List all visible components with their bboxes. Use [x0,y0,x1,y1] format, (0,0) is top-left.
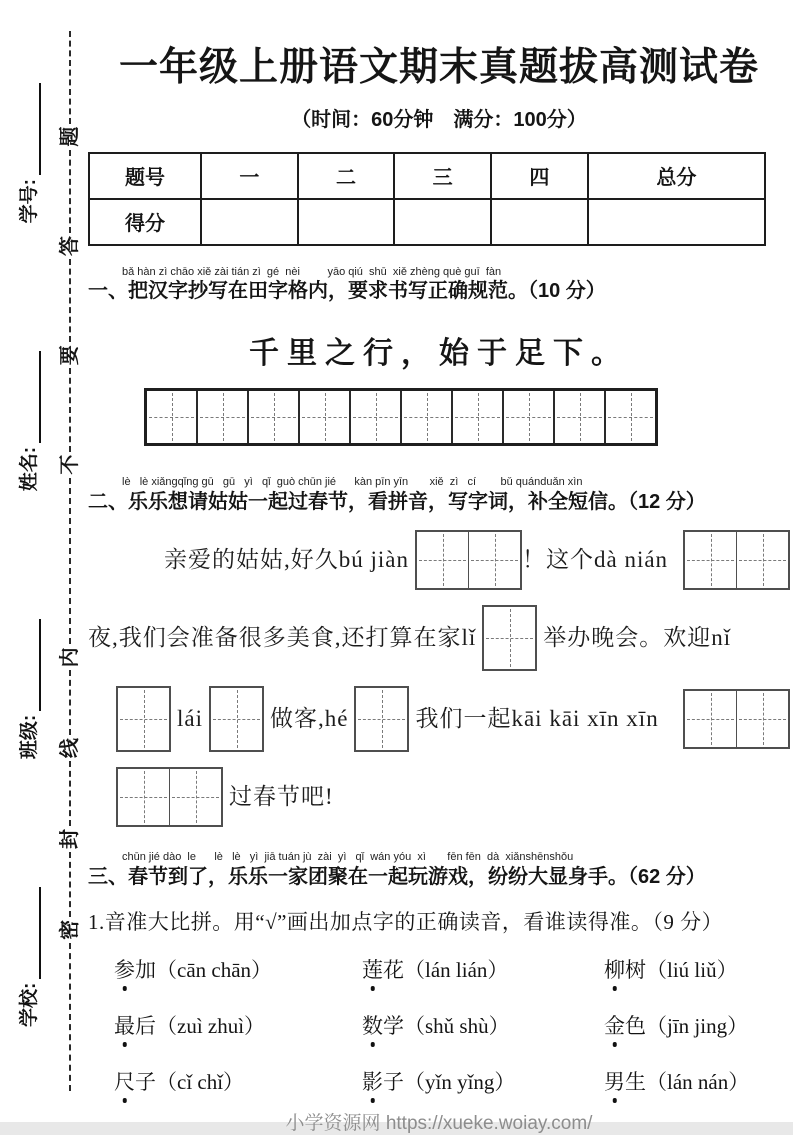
word-item-yingzi[interactable] [362,1066,604,1096]
letter-line-3-text-c: 我们一起kāi kāi xīn xīn [415,706,659,732]
pinyin-options: （liú liǔ） [646,957,738,982]
class-field [14,619,41,759]
section-1 [88,266,790,447]
tian-cell[interactable] [469,532,520,588]
writing-grid-cell[interactable] [555,391,606,443]
pinyin-options: （lán nán） [646,1069,750,1094]
score-header-one: 一 [201,153,298,199]
seal-char-nei: 内 [59,647,81,668]
answer-box-lai[interactable] [209,686,264,752]
tian-cell[interactable] [118,688,169,750]
student-id-label: 学号: [19,179,40,224]
tian-cell[interactable] [737,691,788,747]
score-header-total: 总分 [588,153,765,199]
seal-dash-segment [69,943,71,1091]
score-cell-total[interactable] [588,199,765,245]
writing-grid-cell[interactable] [504,391,555,443]
dotted-char: 尺 [114,1066,135,1096]
word-rest: 树 [625,957,646,982]
score-cell-one[interactable] [201,199,298,245]
writing-grid [144,388,658,446]
dotted-char: 影 [362,1066,383,1096]
tian-cell[interactable] [685,532,737,588]
seal-dash-segment [69,670,71,735]
dotted-char: 莲 [362,954,383,984]
letter-line-4 [88,767,790,827]
seal-char-mi: 密 [59,919,81,940]
letter-line-1 [88,530,790,590]
section-1-pinyin: bǎ hàn zì chāo xiě zài tián zì gé nèi yāo qiú shū xiě zhèng què guī fàn [122,265,502,278]
tian-cell[interactable] [417,532,469,588]
seal-margin [1,31,85,1091]
seal-char-yao: 要 [59,345,81,366]
pinyin-options: （yǐn yǐng） [404,1069,516,1094]
seal-char-bu: 不 [59,454,81,475]
writing-grid-cell[interactable] [351,391,402,443]
word-item-shuxue[interactable] [362,1010,604,1040]
tian-cell[interactable] [118,769,170,825]
section-2-pinyin: lè lè xiǎngqǐng gū gū yì qǐ guò chūn jié kàn pīn yīn xiě zì cí bǔ quánduǎn xìn [122,476,583,489]
dotted-char: 数 [362,1010,383,1040]
class-label: 班级: [19,714,40,760]
school-blank-line[interactable] [17,887,41,979]
letter-line-3-text-a: lái [177,706,203,732]
word-rest: 学 [383,1013,404,1038]
seal-dash-segment [69,31,71,124]
seal-dash-segment [69,368,71,451]
paper-content [88,0,790,1135]
section-2 [88,476,790,827]
score-header-tihao: 题号 [89,153,201,199]
tian-cell[interactable] [356,688,407,750]
time-score-subtitle: （时间：60分钟 满分：100分） [291,108,587,131]
answer-box-kaikai[interactable] [683,689,790,749]
letter-line-1-text-b: ！这个dà nián [522,547,669,573]
letter-line-3 [88,686,790,752]
seal-dash-segment [69,478,71,645]
tian-cell[interactable] [484,607,535,669]
answer-box-li[interactable] [482,605,537,671]
writing-grid-cell[interactable] [402,391,453,443]
section-3-question: 三、春节到了，乐乐一家团聚在一起玩游戏，纷纷大显身手。（62 分） [88,865,706,888]
seal-dashed-line [57,31,83,1091]
student-id-field [14,83,41,223]
word-item-nansheng[interactable] [604,1066,790,1096]
score-header-three: 三 [394,153,491,199]
word-rest: 子 [135,1069,156,1094]
school-field [14,887,41,1027]
writing-grid-cell[interactable] [300,391,351,443]
seal-char-feng: 封 [59,829,81,849]
sub-question-1: 1.音准大比拼。用“√”画出加点字的正确读音，看谁读得准。（9 分） [88,909,724,934]
seal-char-xian: 线 [59,738,81,759]
dotted-char: 男 [604,1066,625,1096]
paper-title: 一年级上册语文期末真题拔高测试卷 [118,46,759,89]
tian-cell[interactable] [170,769,221,825]
word-item-liushu[interactable] [604,954,790,984]
score-header-two: 二 [298,153,395,199]
pinyin-options: （cǐ chǐ） [156,1069,245,1094]
score-table-score-row [89,199,765,245]
letter-line-2 [88,605,790,671]
copy-sentence: 千里之行，始于足下。 [249,337,629,371]
score-cell-two[interactable] [298,199,395,245]
seal-dash-segment [69,852,71,917]
writing-grid-cell[interactable] [606,391,655,443]
writing-grid-cell[interactable] [453,391,504,443]
word-rest: 子 [383,1069,404,1094]
answer-box-xinxin[interactable] [116,767,223,827]
student-id-blank-line[interactable] [17,83,41,175]
school-label: 学校: [19,982,40,1027]
dotted-char: 柳 [604,954,625,984]
letter-line-1-text-a: 亲爱的姑姑,好久bú jiàn [164,547,409,573]
section-3-pinyin: chūn jié dào le lè lè yì jiā tuán jù zài yì qǐ wán yóu xì fēn fēn dà xiǎnshēnshǒu [122,851,574,864]
pinyin-options: （cān chān） [156,957,273,982]
word-rest: 后 [135,1013,156,1038]
word-rest: 色 [625,1013,646,1038]
letter-line-4-text: 过春节吧! [229,784,334,810]
seal-char-ti: 题 [59,126,81,147]
word-item-zuihou[interactable] [114,1010,362,1040]
letter-line-3-text-b: 做客,hé [270,706,349,732]
tian-cell[interactable] [737,532,788,588]
seal-dash-segment [69,259,71,342]
dotted-char: 最 [114,1010,135,1040]
answer-box-bujian[interactable] [415,530,522,590]
pinyin-options: （jīn jing） [646,1013,749,1038]
letter-line-2-text-a: 夜,我们会准备很多美食,还打算在家lǐ [88,625,477,651]
score-header-four: 四 [491,153,588,199]
section-2-question: 二、乐乐想请姑姑一起过春节，看拼音，写字词，补全短信。（12 分） [88,491,706,514]
class-blank-line[interactable] [17,619,41,711]
answer-box-ni[interactable] [116,686,171,752]
score-cell-three[interactable] [394,199,491,245]
score-cell-four[interactable] [491,199,588,245]
pronunciation-word-grid [88,954,790,1096]
writing-grid-cell[interactable] [147,391,198,443]
pinyin-options: （lán lián） [404,957,509,982]
student-info-labels [1,31,41,1091]
dotted-char: 金 [604,1010,625,1040]
pinyin-options: （zuì zhuì） [156,1013,266,1038]
score-table [88,152,766,246]
seal-dash-segment [69,761,71,826]
pinyin-options: （shǔ shù） [404,1013,510,1038]
name-blank-line[interactable] [17,351,41,443]
name-field [14,351,41,491]
seal-char-da: 答 [59,235,81,256]
word-item-lianhua[interactable] [362,954,604,984]
name-label: 姓名: [19,446,40,492]
writing-grid-cell[interactable] [198,391,249,443]
word-item-chizi[interactable] [114,1066,362,1096]
tian-cell[interactable] [685,691,737,747]
word-rest: 花 [383,957,404,982]
source-site-link[interactable]: 小学资源网 https://xueke.woiay.com/ [285,1112,593,1134]
score-row-label: 得分 [89,199,201,245]
score-table-header-row [89,153,765,199]
letter-line-2-text-b: 举办晚会。欢迎nǐ [543,625,732,651]
answer-box-he[interactable] [354,686,409,752]
word-item-jinse[interactable] [604,1010,790,1040]
seal-dash-segment [69,150,71,233]
word-item-canjia[interactable] [114,954,362,984]
word-rest: 加 [135,957,156,982]
section-1-question: 一、把汉字抄写在田字格内，要求书写正确规范。（10 分） [88,280,606,303]
tian-cell[interactable] [211,688,262,750]
answer-box-danian[interactable] [683,530,790,590]
dotted-char: 参 [114,954,135,984]
writing-grid-cell[interactable] [249,391,300,443]
word-rest: 生 [625,1069,646,1094]
section-3 [88,851,790,1096]
